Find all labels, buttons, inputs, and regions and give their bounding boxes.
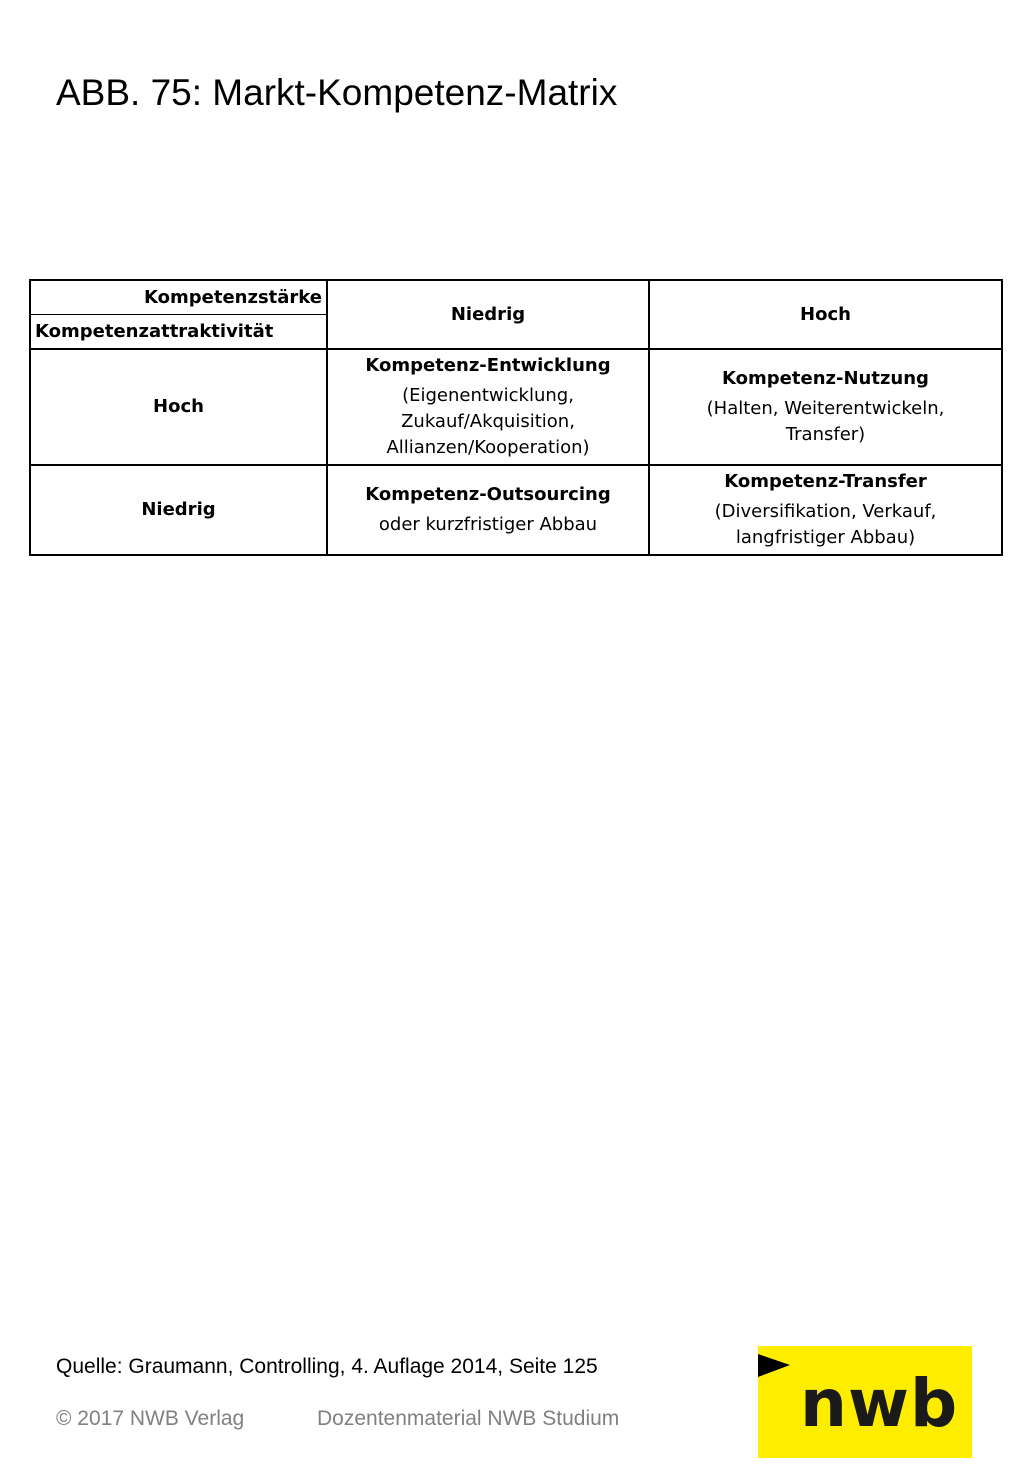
source-citation: Quelle: Graumann, Controlling, 4. Auflage 2014, Seite 125 [56,1355,598,1378]
logo-text: nwb [800,1365,959,1442]
matrix-cell [327,465,649,555]
row-header-hoch: Hoch [30,349,327,465]
cell-title: Kompetenz-Outsourcing [365,484,611,505]
cell-title: Kompetenz-Transfer [724,471,927,492]
matrix-cell [327,349,649,465]
column-axis-label: Kompetenzstärke [30,280,327,315]
cell-body: (Eigenentwicklung, Zukauf/Akquisition, Allianzen/Kooperation) [386,385,590,458]
cell-body: oder kurzfristiger Abbau [378,514,598,535]
cell-body: (Halten, Weiterentwickeln, Transfer) [706,398,945,445]
row-header-niedrig: Niedrig [30,465,327,555]
cell-body: (Diversifikation, Verkauf, langfristiger Abbau) [714,501,937,548]
matrix-cell [649,465,1002,555]
copyright-notice: © 2017 NWB Verlag [56,1407,245,1430]
cell-title: Kompetenz-Entwicklung [365,355,611,376]
column-header-niedrig: Niedrig [327,280,649,349]
competence-matrix [29,279,1003,556]
matrix-cell [649,349,1002,465]
material-label: Dozentenmaterial NWB Studium [317,1407,620,1430]
row-axis-label: Kompetenzattraktivität [30,315,327,350]
page-title: ABB. 75: Markt-Kompetenz-Matrix [56,72,618,113]
cell-title: Kompetenz-Nutzung [722,368,929,389]
column-header-hoch: Hoch [649,280,1002,349]
nwb-logo [758,1346,972,1458]
